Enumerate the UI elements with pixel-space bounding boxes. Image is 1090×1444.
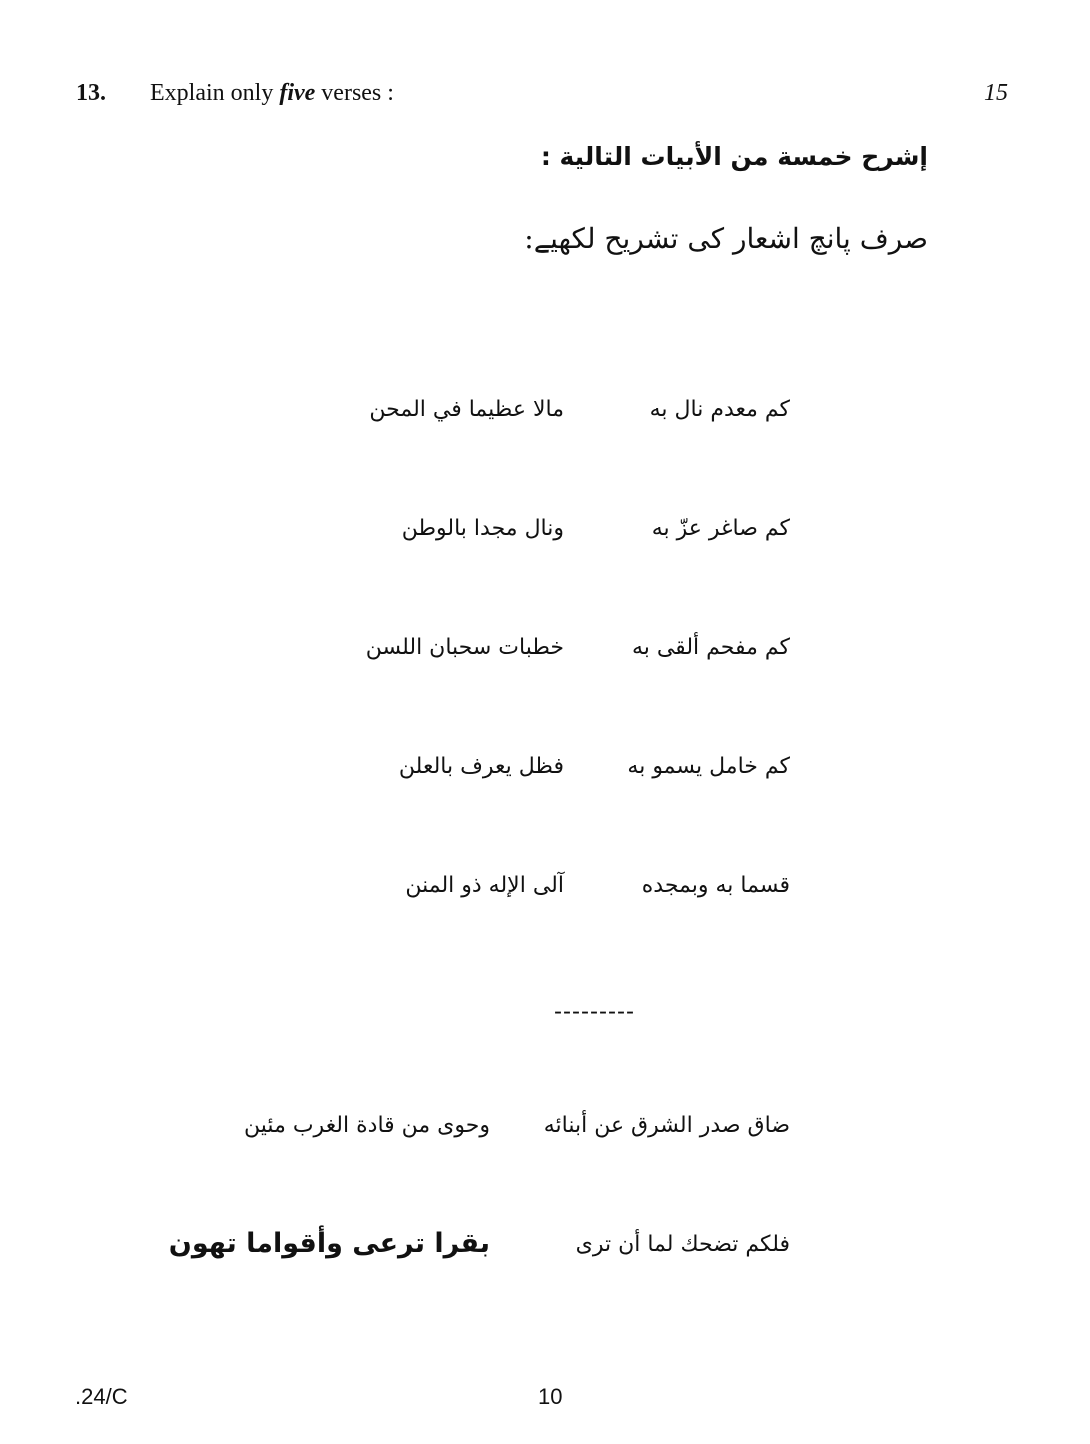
question-text <box>150 80 394 107</box>
verse-7-second-hemistich: بقرا ترعى وأقواما تهون <box>168 1228 490 1259</box>
question-text-before: Explain only <box>150 80 280 106</box>
verse-1-first-hemistich: كم معدم نال به <box>649 397 790 422</box>
page-number: 10 <box>538 1384 563 1409</box>
verse-5-second-hemistich: آلى الإله ذو المنن <box>405 873 564 898</box>
verse-1-second-hemistich: مالا عظيما في المحن <box>369 397 564 422</box>
verse-4-second-hemistich: فظل يعرف بالعلن <box>398 754 564 779</box>
question-marks: 15 <box>984 80 1008 106</box>
question-text-after: verses : <box>315 80 394 106</box>
footer-code: .24/C <box>75 1384 128 1409</box>
question-text-emphasis: five <box>279 80 316 106</box>
verse-6-second-hemistich: وحوى من قادة الغرب مئين <box>244 1113 490 1138</box>
verse-3-first-hemistich: كم مفحم ألقى به <box>631 635 790 660</box>
question-number: 13. <box>76 80 106 106</box>
verse-2-second-hemistich: ونال مجدا بالوطن <box>401 516 564 541</box>
instruction-arabic: إشرح خمسة من الأبيات التالية : <box>540 142 928 171</box>
verse-3-second-hemistich: خطبات سحبان اللسن <box>365 635 564 660</box>
verse-2-first-hemistich: كم صاغر عزّ به <box>651 516 790 541</box>
instruction-urdu: صرف پانچ اشعار کی تشریح لکھیے: <box>524 222 928 255</box>
verse-5-first-hemistich: قسما به وبمجده <box>641 873 790 898</box>
verse-6-first-hemistich: ضاق صدر الشرق عن أبنائه <box>543 1113 790 1138</box>
section-separator: --------- <box>554 998 635 1025</box>
verse-4-first-hemistich: كم خامل يسمو به <box>627 754 790 779</box>
verse-7-first-hemistich: فلكم تضحك لما أن ترى <box>575 1232 790 1257</box>
